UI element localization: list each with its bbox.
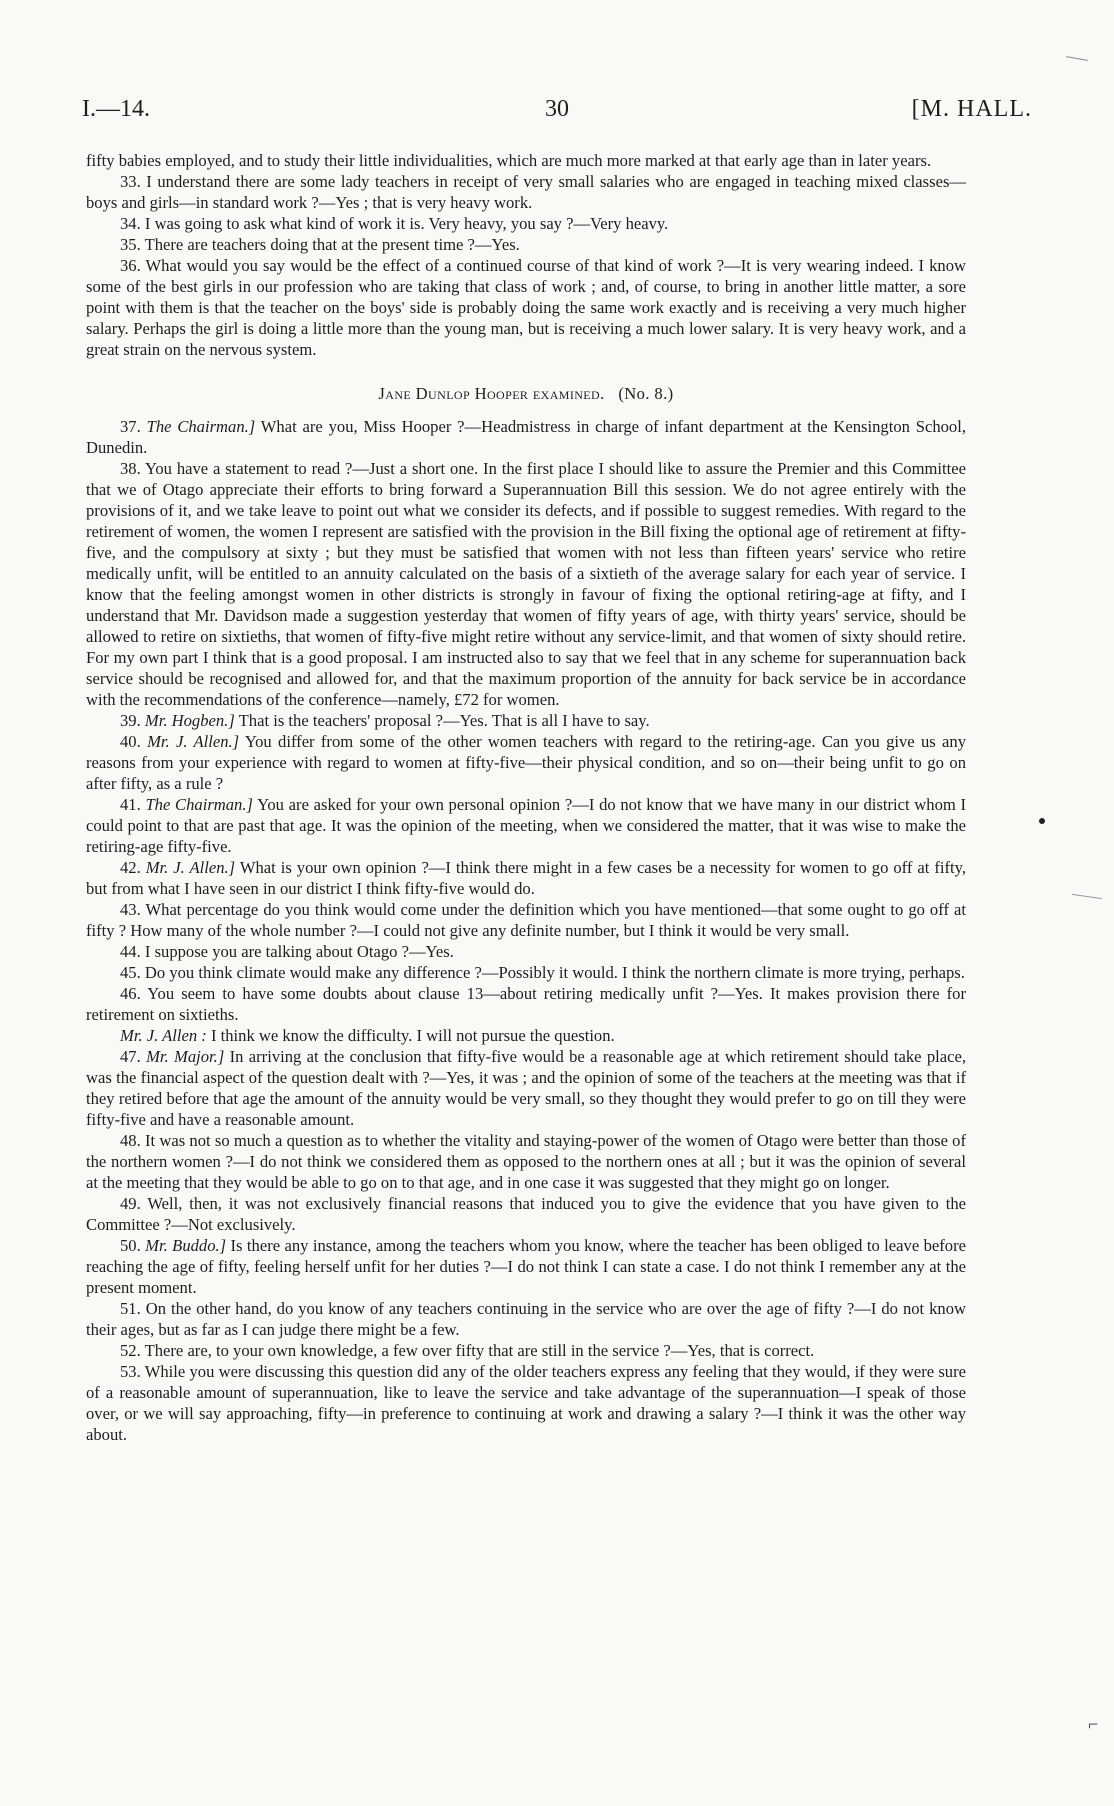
question-text: Do you think climate would make any difference ?—Possibly it would. I think the northern climate is more trying, perhaps.	[144, 963, 965, 982]
question-paragraph	[86, 794, 966, 857]
witness-name: Jane Dunlop Hooper	[378, 384, 529, 403]
paragraph: 34. I was going to ask what kind of work it is. Very heavy, you say ?—Very heavy.	[120, 214, 669, 233]
question-text: You are asked for your own personal opinion ?—I do not know that we have many in our district whom I could point to that are past that age. It was the opinion of the meeting, when we considered the matter, that it was wise to make the retiring-age fifty-five.	[86, 795, 966, 856]
speaker-name: Mr. J. Allen.]	[147, 732, 240, 751]
question-text: On the other hand, do you know of any teachers continuing in the service who are over the age of fifty ?—I do not know their ages, but as far as I can judge there might be a few.	[86, 1299, 966, 1339]
margin-dot	[1039, 818, 1045, 824]
question-number: 53.	[120, 1362, 141, 1381]
question-paragraph	[86, 1130, 966, 1193]
question-number: 48.	[120, 1131, 141, 1150]
page-body	[86, 150, 966, 1445]
question-number: 43.	[120, 900, 141, 919]
question-paragraph	[86, 710, 966, 731]
question-number: 46.	[120, 984, 141, 1003]
margin-mark	[1066, 56, 1088, 61]
speaker-name: The Chairman.]	[145, 795, 253, 814]
question-paragraph	[86, 1298, 966, 1340]
paragraph: fifty babies employed, and to study their little individualities, which are much more marked at that early age than in later years.	[86, 151, 932, 170]
question-text: I suppose you are talking about Otago ?—Yes.	[144, 942, 454, 961]
question-number: 52.	[120, 1341, 141, 1360]
question-number: 42.	[120, 858, 141, 877]
question-paragraph	[86, 857, 966, 899]
witness-examined: examined.	[532, 384, 605, 403]
question-number: 47.	[120, 1047, 141, 1066]
question-paragraph	[86, 1046, 966, 1130]
witness-heading	[86, 383, 966, 404]
question-paragraph	[86, 1025, 966, 1046]
question-number: 37.	[120, 417, 141, 436]
question-text: While you were discussing this question did any of the older teachers express any feeling that they would, if they were sure of a reasonable amount of superannuation, like to leave the service and take advantage of the superannuation—I speak of those over, or we will say approaching, fifty—in preference to continuing at work and drawing a salary ?—I think it was the other way about.	[86, 1362, 966, 1444]
question-paragraph	[86, 1340, 966, 1361]
question-paragraph	[86, 458, 966, 710]
question-paragraph	[86, 416, 966, 458]
question-text: Well, then, it was not exclusively financial reasons that induced you to give the evidence that you have given to the Committee ?—Not exclusively.	[86, 1194, 966, 1234]
question-number: 41.	[120, 795, 141, 814]
question-number: 38.	[120, 459, 141, 478]
question-number: 45.	[120, 963, 141, 982]
question-paragraph	[86, 1193, 966, 1235]
question-paragraph	[86, 731, 966, 794]
running-head-name: [M. HALL.	[911, 96, 1032, 122]
document-reference: I.—14.	[82, 96, 150, 122]
question-list	[86, 416, 966, 1445]
question-text: There are, to your own knowledge, a few over fifty that are still in the service ?—Yes, that is correct.	[144, 1341, 815, 1360]
question-paragraph	[86, 1235, 966, 1298]
speaker-name: Mr. Hogben.]	[144, 711, 235, 730]
question-paragraph	[86, 1361, 966, 1445]
question-number: 51.	[120, 1299, 141, 1318]
paragraph: 35. There are teachers doing that at the present time ?—Yes.	[120, 235, 520, 254]
speaker-name: The Chairman.]	[146, 417, 256, 436]
question-text: I think we know the difficulty. I will not pursue the question.	[210, 1026, 615, 1045]
question-paragraph	[86, 962, 966, 983]
page-header	[82, 96, 1032, 128]
speaker-name: Mr. J. Allen.]	[145, 858, 236, 877]
page-number: 30	[545, 96, 569, 122]
question-text: That is the teachers' proposal ?—Yes. That is all I have to say.	[238, 711, 650, 730]
corner-mark: ⌐	[1088, 1714, 1099, 1734]
question-number: 40.	[120, 732, 141, 751]
question-text: In arriving at the conclusion that fifty-five would be a reasonable age at which retirement should take place, was the financial aspect of the question dealt with ?—Yes, it was ; and the opinion of some of the teachers at the meeting was that if they retired before that age the amount of the annuity would be very small, so they thought they would prefer to go on till they were fifty-five and have a reasonable amount.	[86, 1047, 966, 1129]
question-text: You have a statement to read ?—Just a short one. In the first place I should like to assure the Premier and this Committee that we of Otago appreciate their efforts to bring forward a Superannuation Bill this session. We do not agree entirely with the provisions of it, and we take leave to point out what we consider its defects, and if possible to suggest remedies. With regard to the retirement of women, the women I represent are satisfied with the provision in the Bill fixing the optional age of retirement at fifty-five, and the compulsory at sixty ; but they must be satisfied that women with not less than fifteen years' service who retire medically unfit, will be entitled to an annuity calculated on the basis of a sixtieth of the average salary for each year of service. I know that the feeling amongst women in other districts is strongly in favour of fixing the optional retiring-age at fifty, and I understand that Mr. Davidson made a suggestion yesterday that women of fifty years of age, with thirty years' service, should be allowed to retire on sixtieths, that women of fifty-five might retire without any service-limit, and that women of sixty should retire. For my own part I think that is a good proposal. I am instructed also to say that we feel that in any scheme for superannuation back service should be recognised and allowed for, and that the maximum proportion of the annuity for back service be in accordance with the recommendations of the conference—namely, £72 for women.	[86, 459, 966, 709]
question-text: What percentage do you think would come under the definition which you have mentioned—that some ought to go off at fifty ? How many of the whole number ?—I could not give any definite number, but I think it would be very small.	[86, 900, 966, 940]
paragraph: 36. What would you say would be the effect of a continued course of that kind of work ?—It is very wearing indeed. I know some of the best girls in our profession who are taking that class of work ; and, of course, to bring in another little matter, a sore point with them is that the teacher on the boys' side is probably doing the same work exactly and is receiving a very much higher salary. Perhaps the girl is doing a little more than the young man, but is receiving a much lower salary. It is very heavy work, and a great strain on the nervous system.	[86, 256, 966, 359]
question-number: 44.	[120, 942, 141, 961]
question-text: It was not so much a question as to whether the vitality and staying-power of the women of Otago were better than those of the northern women ?—I do not think we considered them as opposed to the northern ones at all ; but it was the opinion of several at the meeting that they would be able to go on to that age, and in one case it was suggested that they might go on longer.	[86, 1131, 966, 1192]
question-number: 49.	[120, 1194, 141, 1213]
paragraph: 33. I understand there are some lady teachers in receipt of very small salaries who are engaged in teaching mixed classes—boys and girls—in standard work ?—Yes ; that is very heavy work.	[86, 172, 966, 212]
speaker-name: Mr. Major.]	[146, 1047, 225, 1066]
question-number: 39.	[120, 711, 141, 730]
question-text: You differ from some of the other women teachers with regard to the retiring-age. Can you give us any reasons from your experience with regard to women at fifty-five—their physical condition, and so on—their being unfit to go on after fifty, as a rule ?	[86, 732, 966, 793]
question-text: You seem to have some doubts about clause 13—about retiring medically unfit ?—Yes. It makes provision there for retirement on sixtieths.	[86, 984, 966, 1024]
speaker-name: Mr. J. Allen :	[120, 1026, 207, 1045]
question-text: Is there any instance, among the teachers whom you know, where the teacher has been obliged to leave before reaching the age of fifty, feeling herself unfit for her duties ?—I do not think I can state a case. I do not think I remember any at the present moment.	[86, 1236, 966, 1297]
question-text: What is your own opinion ?—I think there might in a few cases be a necessity for women to go off at fifty, but from what I have seen in our district I think fifty-five would do.	[86, 858, 966, 898]
question-text: What are you, Miss Hooper ?—Headmistress in charge of infant department at the Kensington School, Dunedin.	[86, 417, 966, 457]
question-paragraph	[86, 899, 966, 941]
question-paragraph	[86, 983, 966, 1025]
question-number: 50.	[120, 1236, 141, 1255]
speaker-name: Mr. Buddo.]	[145, 1236, 227, 1255]
margin-mark	[1072, 894, 1102, 899]
question-paragraph	[86, 941, 966, 962]
witness-number: (No. 8.)	[618, 384, 674, 403]
